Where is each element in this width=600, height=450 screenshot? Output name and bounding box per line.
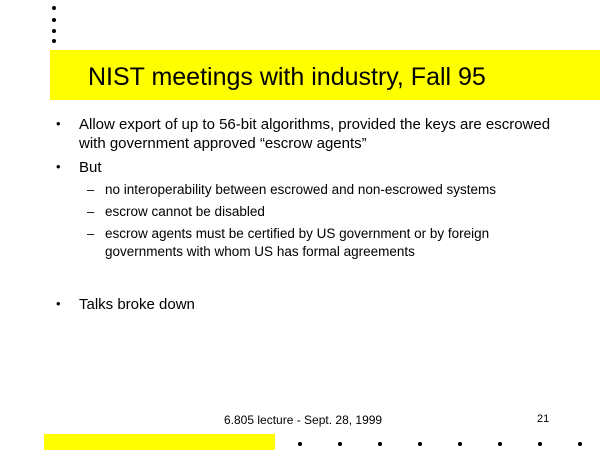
decorative-dot [378, 442, 382, 446]
slide-number: 21 [537, 413, 550, 425]
sub-bullet-marker: – [87, 204, 95, 219]
decorative-dot [52, 29, 56, 33]
sub-bullet-text: escrow cannot be disabled [105, 204, 265, 219]
decorative-dot [338, 442, 342, 446]
decorative-dot [52, 18, 56, 22]
sub-bullet-text: escrow agents must be certified by US government or by foreign governments with whom US has formal agreements [105, 226, 490, 259]
decorative-dot [418, 442, 422, 446]
sub-bullet-marker: – [87, 182, 95, 197]
bullet-text: Allow export of up to 56-bit algorithms, provided the keys are escrowed with government approved “escrow agents” [79, 116, 551, 152]
slide-title: NIST meetings with industry, Fall 95 [88, 63, 486, 91]
footer-lecture-info: 6.805 lecture - Sept. 28, 1999 [224, 413, 383, 427]
bullet-marker: • [56, 116, 61, 131]
decorative-dot [458, 442, 462, 446]
bullet-marker: • [56, 296, 61, 311]
decorative-dot [578, 442, 582, 446]
decorative-dot [298, 442, 302, 446]
decorative-dot [52, 39, 56, 43]
footer-accent-bar [44, 434, 275, 450]
sub-bullet-text: no interoperability between escrowed and non-escrowed systems [105, 182, 496, 197]
decorative-dot [498, 442, 502, 446]
bullet-marker: • [56, 159, 61, 174]
bullet-text: Talks broke down [79, 296, 195, 313]
sub-bullet-marker: – [87, 226, 95, 241]
decorative-dot [538, 442, 542, 446]
decorative-dot [52, 6, 56, 10]
bullet-text: But [79, 159, 102, 176]
